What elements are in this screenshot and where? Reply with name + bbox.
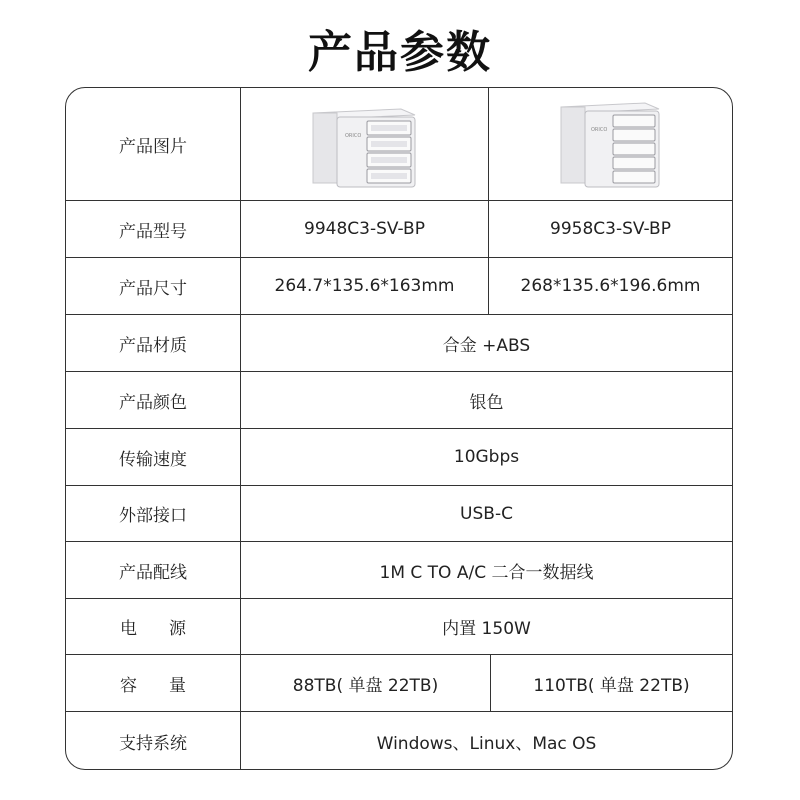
label-capacity-char-2: 量 [169,675,186,696]
model-a: 9948C3-SV-BP [241,201,489,257]
spec-table [65,87,733,770]
label-color: 产品颜色 [66,372,241,428]
table-row-size [66,257,732,314]
label-model: 产品型号 [66,201,241,257]
table-row-image [66,88,732,200]
color-value: 银色 [469,392,504,413]
size-a: 264.7*135.6*163mm [241,258,489,314]
brand-mark-a: ORICO [344,133,361,139]
label-power-char-1: 电 [120,619,137,639]
model-b: 9958C3-SV-BP [550,219,671,239]
table-row-os [66,711,732,770]
table-row-cable [66,541,732,598]
nas-4bay-image [305,99,425,189]
table-row-port [66,485,732,541]
table-row-speed [66,428,732,485]
label-size: 产品尺寸 [66,258,241,314]
image-cell-4bay [241,88,489,200]
table-row-capacity [66,654,732,711]
label-image: 产品图片 [66,88,241,200]
cable-value: 1M C TO A/C 二合一数据线 [379,562,594,583]
port-value: USB-C [460,503,513,524]
capacity-b: 110TB( 单盘 22TB) [533,675,690,696]
nas-5bay-image [551,99,671,189]
page-title: 产品参数 [308,27,492,78]
table-row-power [66,598,732,654]
material-value: 合金 +ABS [442,335,531,356]
label-capacity-char-1: 容 [120,675,137,696]
os-value: Windows、Linux、Mac OS [376,734,597,754]
label-speed: 传输速度 [66,429,241,485]
size-b: 268*135.6*196.6mm [520,276,701,296]
label-capacity [66,655,241,711]
brand-mark-b: ORICO [590,127,607,133]
table-row-color [66,371,732,428]
label-power-char-2: 源 [169,619,186,639]
label-cable: 产品配线 [66,542,241,598]
label-os: 支持系统 [66,712,241,770]
capacity-a: 88TB( 单盘 22TB) [241,655,491,711]
table-row-material [66,314,732,371]
image-cell-5bay [489,88,732,200]
label-material: 产品材质 [66,315,241,371]
power-value: 内置 150W [442,619,531,639]
label-port: 外部接口 [66,486,241,541]
table-row-model [66,200,732,257]
label-power [66,599,241,654]
speed-value: 10Gbps [453,447,520,467]
